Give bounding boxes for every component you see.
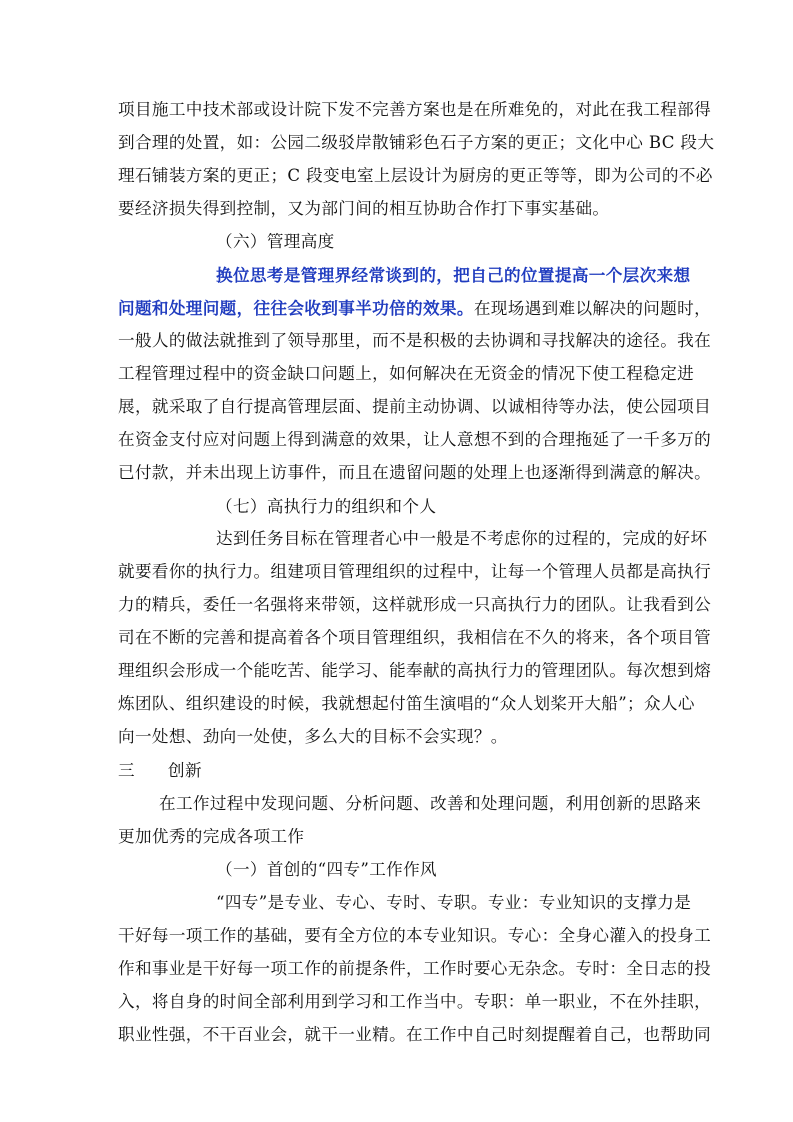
paragraph-line: 理石铺装方案的更正；C 段变电室上层设计为厨房的更正等等，即为公司的不必 — [118, 166, 713, 185]
part-title: 创新 — [168, 761, 202, 780]
paragraph-line: 作和事业是干好每一项工作的前提条件，工作时要心无杂念。专时：全日志的投 — [118, 959, 712, 978]
paragraph-line: 要经济损失得到控制，又为部门间的相互协助合作打下事实基础。 — [118, 199, 610, 218]
section-heading-6: （六）管理高度 — [216, 232, 335, 251]
paragraph-line: 已付款，并未出现上访事件，而且在遗留问题的处理上也逐渐得到满意的解决。 — [118, 463, 712, 482]
paragraph-line: 项目施工中技术部或设计院下发不完善方案也是在所难免的，对此在我工程部得 — [118, 100, 712, 119]
paragraph-line — [118, 298, 712, 318]
paragraph-line: 入，将自身的时间全部利用到学习和工作当中。专职：单一职业，不在外挂职， — [118, 992, 712, 1011]
paragraph-line: 到合理的处置，如：公园二级驳岸散铺彩色石子方案的更正；文化中心 BC 段大 — [118, 133, 715, 152]
paragraph-line: 理组织会形成一个能吃苦、能学习、能奉献的高执行力的管理团队。每次想到熔 — [118, 661, 712, 680]
paragraph-line: 力的精兵，委任一名强将来带领，这样就形成一只高执行力的团队。让我看到公 — [118, 595, 712, 614]
subsection-heading-1: （一）首创的“四专”工作作风 — [216, 860, 437, 879]
paragraph-line: 炼团队、组织建设的时候，我就想起付笛生演唱的“众人划桨开大船”；众人心 — [118, 694, 695, 713]
paragraph-line: 在工作过程中发现问题、分析问题、改善和处理问题，利用创新的思路来 — [159, 794, 702, 813]
paragraph-line: 展，就采取了自行提高管理层面、提前主动协调、以诚相待等办法，使公园项目 — [118, 397, 712, 416]
highlighted-sentence-end: 问题和处理问题，往往会收到事半功倍的效果。 — [118, 298, 474, 318]
paragraph-line: 就要看你的执行力。组建项目管理组织的过程中，让每一个管理人员都是高执行 — [118, 562, 712, 581]
paragraph-line: 在资金支付应对问题上得到满意的效果，让人意想不到的合理拖延了一千多万的 — [118, 430, 712, 449]
paragraph-line: 工程管理过程中的资金缺口问题上，如何解决在无资金的情况下使工程稳定进 — [118, 364, 695, 383]
paragraph-line: 更加优秀的完成各项工作 — [118, 827, 305, 846]
paragraph-line: 一般人的做法就推到了领导那里，而不是积极的去协调和寻找解决的途径。我在 — [118, 331, 712, 350]
paragraph-line: “四专”是专业、专心、专时、专职。专业：专业知识的支撑力是 — [216, 893, 692, 912]
paragraph-line: 司在不断的完善和提高着各个项目管理组织，我相信在不久的将来，各个项目管 — [118, 628, 712, 647]
paragraph-text: 在现场遇到难以解决的问题时， — [473, 299, 712, 318]
section-heading-7: （七）高执行力的组织和个人 — [216, 497, 437, 516]
highlighted-sentence: 换位思考是管理界经常谈到的，把自己的位置提高一个层次来想 — [216, 265, 691, 285]
paragraph-line: 职业性强，不干百业会，就干一业精。在工作中自己时刻提醒着自己，也帮助同 — [118, 1025, 712, 1044]
paragraph-line: 达到任务目标在管理者心中一般是不考虑你的过程的，完成的好坏 — [216, 529, 708, 548]
paragraph-line: 干好每一项工作的基础，要有全方位的本专业知识。专心：全身心灌入的投身工 — [118, 926, 712, 945]
part-number: 三 — [118, 761, 135, 780]
paragraph-line: 向一处想、劲向一处使，多么大的目标不会实现？。 — [118, 727, 508, 746]
